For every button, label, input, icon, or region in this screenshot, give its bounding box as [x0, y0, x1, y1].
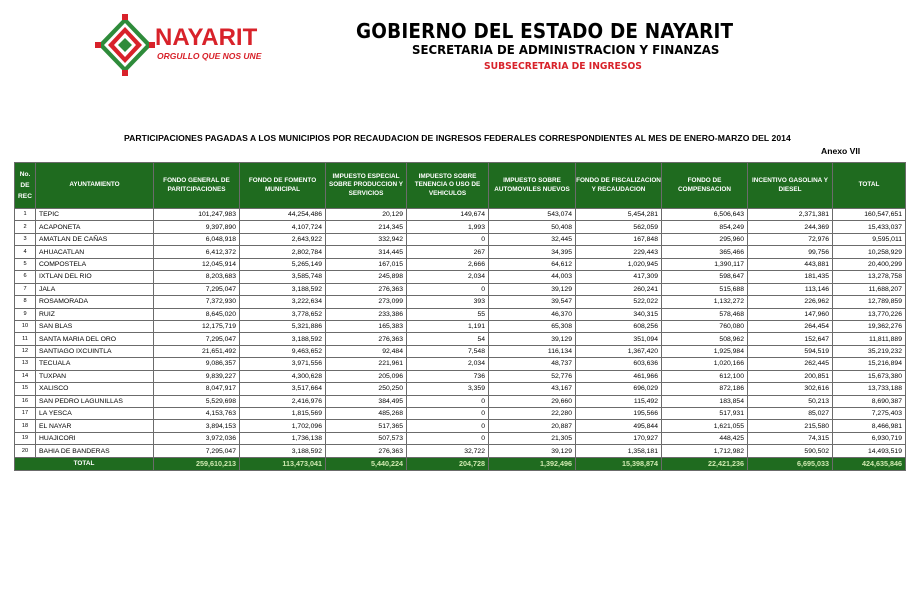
column-header-no-line3: REC [18, 193, 32, 200]
cell-gasolina: 226,962 [748, 296, 833, 308]
cell-isan: 39,129 [489, 283, 576, 295]
cell-fomento-municipal: 1,736,138 [240, 432, 326, 444]
page-subtitle: SECRETARIA DE ADMINISTRACION Y FINANZAS [412, 42, 720, 57]
table-row [15, 383, 906, 395]
row-number: 18 [15, 420, 36, 432]
cell-compensacion: 508,962 [662, 333, 748, 345]
row-number: 2 [15, 221, 36, 233]
cell-compensacion: 578,468 [662, 308, 748, 320]
cell-gasolina: 72,976 [748, 233, 833, 245]
cell-tenencia: 0 [407, 432, 489, 444]
cell-compensacion: 365,466 [662, 246, 748, 258]
column-header-fondo-general: FONDO GENERAL DE PARITCIPACIONES [154, 163, 240, 209]
cell-isan: 543,074 [489, 209, 576, 221]
page-subsecretaria: SUBSECRETARIA DE INGRESOS [484, 61, 642, 72]
cell-ieps: 20,129 [326, 209, 407, 221]
municipio-name: SANTIAGO IXCUINTLA [36, 345, 154, 357]
municipio-name: SAN PEDRO LAGUNILLAS [36, 395, 154, 407]
cell-isan: 48,737 [489, 358, 576, 370]
cell-isan: 65,308 [489, 320, 576, 332]
table-row [15, 221, 906, 233]
cell-fomento-municipal: 4,300,628 [240, 370, 326, 382]
total-isan: 1,392,496 [489, 457, 576, 470]
cell-fondo-general: 6,048,918 [154, 233, 240, 245]
cell-fomento-municipal: 3,778,652 [240, 308, 326, 320]
cell-total: 6,930,719 [833, 432, 906, 444]
cell-total: 19,362,276 [833, 320, 906, 332]
cell-ieps: 276,363 [326, 333, 407, 345]
cell-fiscalizacion: 167,848 [576, 233, 662, 245]
cell-ieps: 384,495 [326, 395, 407, 407]
cell-tenencia: 3,359 [407, 383, 489, 395]
cell-fomento-municipal: 9,463,652 [240, 345, 326, 357]
cell-gasolina: 200,851 [748, 370, 833, 382]
cell-ieps: 167,015 [326, 258, 407, 270]
cell-fiscalizacion: 603,636 [576, 358, 662, 370]
total-fomento-municipal: 113,473,041 [240, 457, 326, 470]
cell-fomento-municipal: 1,815,569 [240, 408, 326, 420]
cell-isan: 116,134 [489, 345, 576, 357]
cell-fomento-municipal: 3,971,556 [240, 358, 326, 370]
cell-tenencia: 7,548 [407, 345, 489, 357]
cell-compensacion: 612,100 [662, 370, 748, 382]
cell-fondo-general: 3,972,036 [154, 432, 240, 444]
nayarit-logo [95, 14, 265, 76]
cell-isan: 21,305 [489, 432, 576, 444]
nayarit-emblem-icon [95, 14, 155, 76]
cell-compensacion: 1,132,272 [662, 296, 748, 308]
cell-gasolina: 594,519 [748, 345, 833, 357]
row-number: 20 [15, 445, 36, 457]
row-number: 17 [15, 408, 36, 420]
cell-fomento-municipal: 2,802,784 [240, 246, 326, 258]
cell-ieps: 276,363 [326, 445, 407, 457]
cell-gasolina: 152,647 [748, 333, 833, 345]
cell-fiscalizacion: 195,566 [576, 408, 662, 420]
cell-fomento-municipal: 2,643,922 [240, 233, 326, 245]
table-row [15, 296, 906, 308]
cell-tenencia: 1,993 [407, 221, 489, 233]
cell-total: 13,733,188 [833, 383, 906, 395]
cell-isan: 32,445 [489, 233, 576, 245]
cell-fiscalizacion: 608,256 [576, 320, 662, 332]
cell-fomento-municipal: 3,188,592 [240, 445, 326, 457]
cell-fondo-general: 8,203,683 [154, 271, 240, 283]
cell-gasolina: 74,315 [748, 432, 833, 444]
row-number: 12 [15, 345, 36, 357]
municipio-name: XALISCO [36, 383, 154, 395]
cell-gasolina: 443,881 [748, 258, 833, 270]
cell-fondo-general: 6,412,372 [154, 246, 240, 258]
municipio-name: EL NAYAR [36, 420, 154, 432]
row-number: 5 [15, 258, 36, 270]
table-row [15, 246, 906, 258]
cell-total: 15,673,380 [833, 370, 906, 382]
cell-fomento-municipal: 5,321,886 [240, 320, 326, 332]
cell-fomento-municipal: 3,188,592 [240, 333, 326, 345]
total-fondo-general: 259,610,213 [154, 457, 240, 470]
cell-tenencia: 149,674 [407, 209, 489, 221]
total-compensacion: 22,421,236 [662, 457, 748, 470]
row-number: 16 [15, 395, 36, 407]
municipio-name: TECUALA [36, 358, 154, 370]
cell-compensacion: 295,960 [662, 233, 748, 245]
cell-isan: 20,887 [489, 420, 576, 432]
cell-fondo-general: 8,645,020 [154, 308, 240, 320]
cell-ieps: 276,363 [326, 283, 407, 295]
table-row [15, 233, 906, 245]
cell-isan: 43,167 [489, 383, 576, 395]
cell-tenencia: 267 [407, 246, 489, 258]
table-row [15, 445, 906, 457]
cell-fondo-general: 21,651,492 [154, 345, 240, 357]
cell-compensacion: 854,249 [662, 221, 748, 233]
cell-ieps: 221,961 [326, 358, 407, 370]
cell-isan: 34,395 [489, 246, 576, 258]
cell-fiscalizacion: 229,443 [576, 246, 662, 258]
cell-tenencia: 2,034 [407, 358, 489, 370]
cell-fiscalizacion: 1,020,945 [576, 258, 662, 270]
row-number: 4 [15, 246, 36, 258]
cell-total: 160,547,651 [833, 209, 906, 221]
cell-fondo-general: 12,045,914 [154, 258, 240, 270]
municipio-name: SAN BLAS [36, 320, 154, 332]
table-row [15, 395, 906, 407]
municipio-name: AHUACATLAN [36, 246, 154, 258]
cell-gasolina: 244,369 [748, 221, 833, 233]
municipio-name: JALA [36, 283, 154, 295]
cell-compensacion: 183,854 [662, 395, 748, 407]
cell-fondo-general: 7,295,047 [154, 445, 240, 457]
report-caption: PARTICIPACIONES PAGADAS A LOS MUNICIPIOS POR RECAUDACION DE INGRESOS FEDERALES CORRESPONDIENTES AL MES DE ENERO-MARZO DEL 2014 [124, 133, 791, 143]
cell-fiscalizacion: 340,315 [576, 308, 662, 320]
cell-fondo-general: 5,529,698 [154, 395, 240, 407]
participaciones-table [14, 162, 906, 471]
cell-fiscalizacion: 170,927 [576, 432, 662, 444]
column-header-total: TOTAL [833, 163, 906, 209]
table-row [15, 432, 906, 444]
column-header-isan: IMPUESTO SOBRE AUTOMOVILES NUEVOS [489, 163, 576, 209]
cell-gasolina: 302,616 [748, 383, 833, 395]
row-number: 6 [15, 271, 36, 283]
cell-tenencia: 0 [407, 420, 489, 432]
cell-fiscalizacion: 495,844 [576, 420, 662, 432]
cell-isan: 39,129 [489, 445, 576, 457]
cell-isan: 50,408 [489, 221, 576, 233]
cell-tenencia: 55 [407, 308, 489, 320]
cell-tenencia: 54 [407, 333, 489, 345]
cell-fondo-general: 12,175,719 [154, 320, 240, 332]
column-header-fiscalizacion: FONDO DE FISCALIZACION Y RECAUDACION [576, 163, 662, 209]
table-body [15, 209, 906, 458]
table-row [15, 420, 906, 432]
cell-compensacion: 1,621,055 [662, 420, 748, 432]
row-number: 15 [15, 383, 36, 395]
table-header-row [15, 163, 906, 209]
table-row [15, 271, 906, 283]
cell-total: 8,690,387 [833, 395, 906, 407]
municipio-name: TUXPAN [36, 370, 154, 382]
cell-fondo-general: 7,372,930 [154, 296, 240, 308]
cell-tenencia: 736 [407, 370, 489, 382]
row-number: 13 [15, 358, 36, 370]
cell-total: 15,216,894 [833, 358, 906, 370]
cell-fomento-municipal: 5,265,149 [240, 258, 326, 270]
cell-fiscalizacion: 260,241 [576, 283, 662, 295]
municipio-name: TEPIC [36, 209, 154, 221]
municipio-name: ACAPONETA [36, 221, 154, 233]
table-row [15, 283, 906, 295]
cell-fondo-general: 9,086,357 [154, 358, 240, 370]
cell-gasolina: 85,027 [748, 408, 833, 420]
table-row [15, 358, 906, 370]
cell-tenencia: 1,191 [407, 320, 489, 332]
annex-label: Anexo VII [821, 146, 861, 156]
cell-total: 7,275,403 [833, 408, 906, 420]
cell-ieps: 214,345 [326, 221, 407, 233]
cell-fiscalizacion: 562,059 [576, 221, 662, 233]
column-header-no-line1: No. [19, 171, 31, 178]
table-row [15, 345, 906, 357]
cell-fomento-municipal: 44,254,486 [240, 209, 326, 221]
totals-row [15, 457, 906, 470]
cell-tenencia: 2,666 [407, 258, 489, 270]
cell-total: 12,789,859 [833, 296, 906, 308]
column-header-no-line2: DE [20, 182, 30, 189]
table-row [15, 370, 906, 382]
cell-compensacion: 517,931 [662, 408, 748, 420]
logo-tagline: ORGULLO QUE NOS UNE [157, 51, 262, 61]
cell-total: 13,770,226 [833, 308, 906, 320]
cell-ieps: 485,268 [326, 408, 407, 420]
cell-fiscalizacion: 351,094 [576, 333, 662, 345]
municipio-name: HUAJICORI [36, 432, 154, 444]
cell-fondo-general: 7,295,047 [154, 333, 240, 345]
cell-fiscalizacion: 696,029 [576, 383, 662, 395]
cell-gasolina: 2,371,381 [748, 209, 833, 221]
column-header-ieps: IMPUESTO ESPECIAL SOBRE PRODUCCION Y SERVICIOS [326, 163, 407, 209]
cell-ieps: 233,386 [326, 308, 407, 320]
column-header-gasolina: INCENTIVO GASOLINA Y DIESEL [748, 163, 833, 209]
cell-total: 15,433,037 [833, 221, 906, 233]
row-number: 11 [15, 333, 36, 345]
column-header-compensacion: FONDO DE COMPENSACION [662, 163, 748, 209]
cell-fondo-general: 3,894,153 [154, 420, 240, 432]
cell-tenencia: 0 [407, 408, 489, 420]
cell-isan: 29,660 [489, 395, 576, 407]
cell-fomento-municipal: 3,188,592 [240, 283, 326, 295]
cell-fiscalizacion: 522,022 [576, 296, 662, 308]
cell-total: 13,278,758 [833, 271, 906, 283]
cell-compensacion: 598,647 [662, 271, 748, 283]
cell-ieps: 517,365 [326, 420, 407, 432]
cell-compensacion: 872,186 [662, 383, 748, 395]
municipio-name: AMATLAN DE CAÑAS [36, 233, 154, 245]
cell-fiscalizacion: 461,966 [576, 370, 662, 382]
row-number: 9 [15, 308, 36, 320]
cell-total: 20,400,299 [833, 258, 906, 270]
cell-tenencia: 32,722 [407, 445, 489, 457]
page-title: GOBIERNO DEL ESTADO DE NAYARIT [356, 19, 734, 43]
municipio-name: LA YESCA [36, 408, 154, 420]
cell-gasolina: 99,756 [748, 246, 833, 258]
cell-fiscalizacion: 417,309 [576, 271, 662, 283]
row-number: 7 [15, 283, 36, 295]
cell-tenencia: 0 [407, 283, 489, 295]
cell-compensacion: 515,688 [662, 283, 748, 295]
cell-fomento-municipal: 1,702,096 [240, 420, 326, 432]
cell-ieps: 205,096 [326, 370, 407, 382]
cell-fomento-municipal: 4,107,724 [240, 221, 326, 233]
table-row [15, 308, 906, 320]
cell-compensacion: 1,020,166 [662, 358, 748, 370]
municipio-name: ROSAMORADA [36, 296, 154, 308]
table-row [15, 408, 906, 420]
cell-gasolina: 147,960 [748, 308, 833, 320]
cell-total: 14,493,519 [833, 445, 906, 457]
cell-compensacion: 448,425 [662, 432, 748, 444]
row-number: 1 [15, 209, 36, 221]
cell-fomento-municipal: 3,517,664 [240, 383, 326, 395]
cell-ieps: 273,099 [326, 296, 407, 308]
cell-tenencia: 393 [407, 296, 489, 308]
cell-compensacion: 1,925,984 [662, 345, 748, 357]
cell-gasolina: 181,435 [748, 271, 833, 283]
municipio-name: BAHIA DE BANDERAS [36, 445, 154, 457]
cell-ieps: 332,942 [326, 233, 407, 245]
cell-isan: 64,612 [489, 258, 576, 270]
cell-isan: 46,370 [489, 308, 576, 320]
column-header-no [15, 163, 36, 209]
total-tenencia: 204,728 [407, 457, 489, 470]
cell-total: 11,688,207 [833, 283, 906, 295]
row-number: 19 [15, 432, 36, 444]
cell-fiscalizacion: 5,454,281 [576, 209, 662, 221]
cell-fondo-general: 9,397,890 [154, 221, 240, 233]
cell-tenencia: 0 [407, 233, 489, 245]
cell-ieps: 314,445 [326, 246, 407, 258]
cell-total: 35,219,232 [833, 345, 906, 357]
cell-fondo-general: 7,295,047 [154, 283, 240, 295]
cell-tenencia: 2,034 [407, 271, 489, 283]
column-header-tenencia: IMPUESTO SOBRE TENENCIA O USO DE VEHICULOS [407, 163, 489, 209]
cell-isan: 44,003 [489, 271, 576, 283]
totals-label: TOTAL [15, 457, 154, 470]
cell-isan: 22,280 [489, 408, 576, 420]
cell-fondo-general: 9,839,227 [154, 370, 240, 382]
cell-isan: 39,547 [489, 296, 576, 308]
cell-fondo-general: 8,047,917 [154, 383, 240, 395]
cell-total: 9,595,011 [833, 233, 906, 245]
cell-gasolina: 590,502 [748, 445, 833, 457]
cell-isan: 52,776 [489, 370, 576, 382]
cell-tenencia: 0 [407, 395, 489, 407]
table-row [15, 333, 906, 345]
cell-ieps: 92,484 [326, 345, 407, 357]
table-row [15, 209, 906, 221]
column-header-ayuntamiento: AYUNTAMIENTO [36, 163, 154, 209]
cell-ieps: 165,383 [326, 320, 407, 332]
cell-total: 11,811,889 [833, 333, 906, 345]
cell-fiscalizacion: 1,367,420 [576, 345, 662, 357]
table-row [15, 320, 906, 332]
cell-compensacion: 6,506,643 [662, 209, 748, 221]
cell-gasolina: 264,454 [748, 320, 833, 332]
total-ieps: 5,440,224 [326, 457, 407, 470]
cell-fomento-municipal: 2,416,976 [240, 395, 326, 407]
municipio-name: COMPOSTELA [36, 258, 154, 270]
cell-fomento-municipal: 3,222,634 [240, 296, 326, 308]
cell-gasolina: 215,580 [748, 420, 833, 432]
total-gasolina: 6,695,033 [748, 457, 833, 470]
cell-compensacion: 1,712,982 [662, 445, 748, 457]
cell-gasolina: 262,445 [748, 358, 833, 370]
cell-isan: 39,129 [489, 333, 576, 345]
cell-compensacion: 1,390,117 [662, 258, 748, 270]
row-number: 10 [15, 320, 36, 332]
row-number: 8 [15, 296, 36, 308]
cell-compensacion: 760,080 [662, 320, 748, 332]
logo-name: NAYARIT [155, 24, 258, 51]
column-header-fomento-municipal: FONDO DE FOMENTO MUNICIPAL [240, 163, 326, 209]
cell-ieps: 250,250 [326, 383, 407, 395]
cell-gasolina: 50,213 [748, 395, 833, 407]
row-number: 14 [15, 370, 36, 382]
cell-fiscalizacion: 1,358,181 [576, 445, 662, 457]
cell-total: 10,258,929 [833, 246, 906, 258]
cell-fomento-municipal: 3,585,748 [240, 271, 326, 283]
municipio-name: IXTLAN DEL RIO [36, 271, 154, 283]
municipio-name: RUIZ [36, 308, 154, 320]
cell-fondo-general: 101,247,983 [154, 209, 240, 221]
row-number: 3 [15, 233, 36, 245]
total-total: 424,635,846 [833, 457, 906, 470]
municipio-name: SANTA MARIA DEL ORO [36, 333, 154, 345]
table-row [15, 258, 906, 270]
cell-total: 8,466,981 [833, 420, 906, 432]
cell-ieps: 245,898 [326, 271, 407, 283]
cell-fiscalizacion: 115,492 [576, 395, 662, 407]
cell-gasolina: 113,146 [748, 283, 833, 295]
cell-fondo-general: 4,153,763 [154, 408, 240, 420]
total-fiscalizacion: 15,398,874 [576, 457, 662, 470]
cell-ieps: 507,573 [326, 432, 407, 444]
